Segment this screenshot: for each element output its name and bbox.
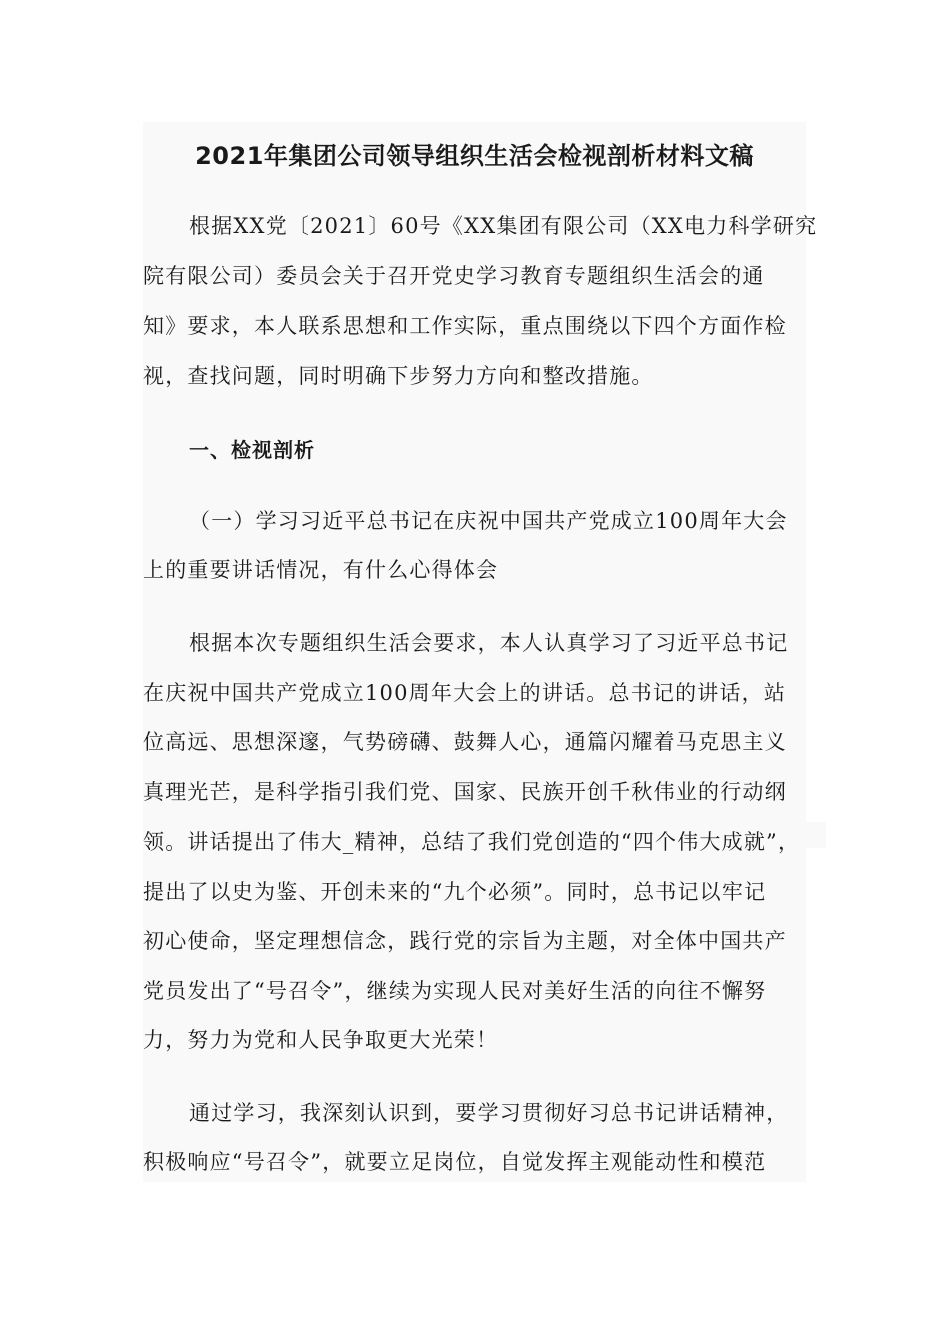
- paragraph-line: 力，努力为党和人民争取更大光荣！: [143, 1028, 499, 1052]
- intro-line: 知》要求，本人联系思想和工作实际，重点围绕以下四个方面作检: [143, 314, 787, 338]
- paragraph-line: 积极响应“号召令”，就要立足岗位，自觉发挥主观能动性和模范: [143, 1150, 767, 1174]
- paragraph-line: 初心使命，坚定理想信念，践行党的宗旨为主题，对全体中国共产: [143, 929, 787, 953]
- intro-line: 根据XX党〔2021〕60号《XX集团有限公司（XX电力科学研究: [189, 214, 818, 238]
- document-title: 2021年集团公司领导组织生活会检视剖析材料文稿: [195, 142, 754, 170]
- paragraph-line: 真理光芒，是科学指引我们党、国家、民族开创千秋伟业的行动纲: [143, 780, 787, 804]
- paragraph-line: 提出了以史为鉴、开创未来的“九个必须”。同时，总书记以牢记: [143, 880, 767, 904]
- intro-line: 院有限公司）委员会关于召开党史学习教育专题组织生活会的通: [143, 264, 765, 288]
- document-page-margin: [806, 822, 826, 848]
- intro-line: 视，查找问题，同时明确下步努力方向和整改措施。: [143, 364, 654, 388]
- paragraph-line: 在庆祝中国共产党成立100周年大会上的讲话。总书记的讲话，站: [143, 681, 787, 705]
- subsection-line: （一）学习习近平总书记在庆祝中国共产党成立100周年大会: [189, 509, 788, 533]
- paragraph-line: 领。讲话提出了伟大_精神，总结了我们党创造的“四个伟大成就”，: [143, 830, 801, 854]
- paragraph-line: 通过学习，我深刻认识到，要学习贯彻好习总书记讲话精神，: [189, 1101, 789, 1125]
- paragraph-line: 位高远、思想深邃，气势磅礴、鼓舞人心，通篇闪耀着马克思主义: [143, 730, 787, 754]
- paragraph-line: 党员发出了“号召令”，继续为实现人民对美好生活的向往不懈努: [143, 979, 767, 1003]
- paragraph-line: 根据本次专题组织生活会要求，本人认真学习了习近平总书记: [189, 631, 789, 655]
- subsection-line: 上的重要讲话情况，有什么心得体会: [143, 558, 499, 582]
- section-heading: 一、检视剖析: [189, 438, 315, 462]
